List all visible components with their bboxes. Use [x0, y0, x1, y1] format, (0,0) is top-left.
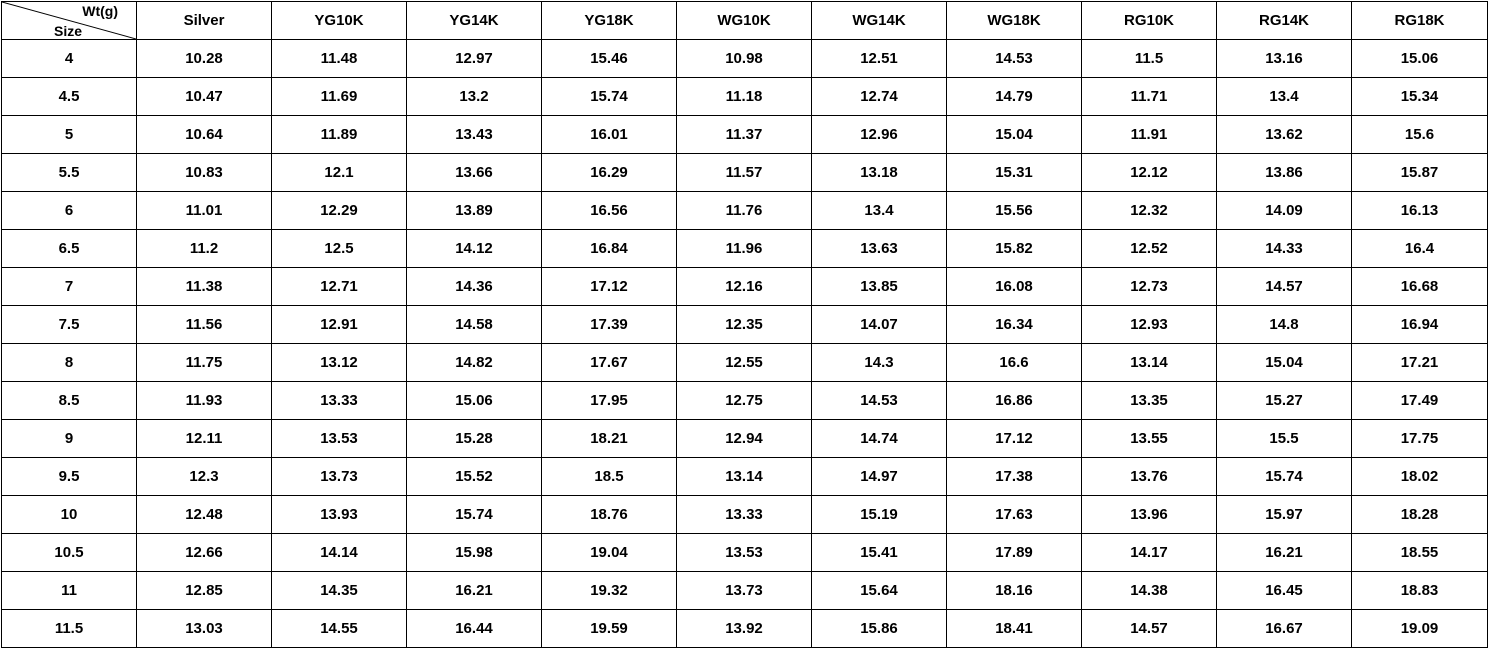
- header-row: [2, 2, 1488, 40]
- weight-cell: 13.16: [1217, 40, 1352, 78]
- weight-cell: 16.94: [1352, 306, 1488, 344]
- table-row: [2, 382, 1488, 420]
- weight-cell: 13.53: [272, 420, 407, 458]
- table-row: [2, 306, 1488, 344]
- weight-cell: 13.18: [812, 154, 947, 192]
- weight-cell: 13.4: [1217, 78, 1352, 116]
- size-cell: 4: [2, 40, 137, 78]
- weight-cell: 11.91: [1082, 116, 1217, 154]
- weight-cell: 18.83: [1352, 572, 1488, 610]
- weight-cell: 15.6: [1352, 116, 1488, 154]
- table-row: [2, 268, 1488, 306]
- size-cell: 8.5: [2, 382, 137, 420]
- table-row: [2, 192, 1488, 230]
- weight-cell: 12.73: [1082, 268, 1217, 306]
- column-header-wg10k: WG10K: [677, 2, 812, 40]
- weight-cell: 17.75: [1352, 420, 1488, 458]
- weight-cell: 15.98: [407, 534, 542, 572]
- weight-cell: 13.76: [1082, 458, 1217, 496]
- weight-cell: 12.51: [812, 40, 947, 78]
- weight-cell: 18.21: [542, 420, 677, 458]
- weight-cell: 17.12: [947, 420, 1082, 458]
- weight-cell: 17.12: [542, 268, 677, 306]
- weight-cell: 14.07: [812, 306, 947, 344]
- weight-cell: 12.5: [272, 230, 407, 268]
- weight-cell: 15.34: [1352, 78, 1488, 116]
- weight-cell: 15.31: [947, 154, 1082, 192]
- weight-cell: 13.4: [812, 192, 947, 230]
- weight-cell: 17.63: [947, 496, 1082, 534]
- weight-cell: 19.59: [542, 610, 677, 648]
- weight-cell: 11.38: [137, 268, 272, 306]
- weight-cell: 14.36: [407, 268, 542, 306]
- weight-cell: 13.63: [812, 230, 947, 268]
- column-header-rg10k: RG10K: [1082, 2, 1217, 40]
- weight-cell: 16.4: [1352, 230, 1488, 268]
- weight-cell: 16.6: [947, 344, 1082, 382]
- weight-cell: 18.02: [1352, 458, 1488, 496]
- weight-cell: 11.57: [677, 154, 812, 192]
- weight-cell: 13.89: [407, 192, 542, 230]
- table-row: [2, 40, 1488, 78]
- weight-cell: 15.06: [1352, 40, 1488, 78]
- table-row: [2, 496, 1488, 534]
- weight-cell: 12.71: [272, 268, 407, 306]
- column-header-wg18k: WG18K: [947, 2, 1082, 40]
- size-cell: 10: [2, 496, 137, 534]
- weight-cell: 13.73: [272, 458, 407, 496]
- weight-cell: 11.01: [137, 192, 272, 230]
- weight-cell: 17.39: [542, 306, 677, 344]
- weight-cell: 14.57: [1217, 268, 1352, 306]
- weight-cell: 17.67: [542, 344, 677, 382]
- size-cell: 6.5: [2, 230, 137, 268]
- weight-cell: 12.11: [137, 420, 272, 458]
- weight-cell: 15.28: [407, 420, 542, 458]
- ring-weight-table: [1, 1, 1488, 648]
- weight-cell: 18.76: [542, 496, 677, 534]
- weight-cell: 14.55: [272, 610, 407, 648]
- table-row: [2, 458, 1488, 496]
- table-body: [2, 40, 1488, 648]
- weight-cell: 13.92: [677, 610, 812, 648]
- weight-cell: 12.32: [1082, 192, 1217, 230]
- weight-cell: 18.41: [947, 610, 1082, 648]
- weight-cell: 12.29: [272, 192, 407, 230]
- weight-cell: 12.97: [407, 40, 542, 78]
- corner-header-cell: [2, 2, 137, 40]
- weight-cell: 12.75: [677, 382, 812, 420]
- column-header-yg14k: YG14K: [407, 2, 542, 40]
- weight-cell: 14.79: [947, 78, 1082, 116]
- weight-cell: 12.74: [812, 78, 947, 116]
- weight-cell: 16.01: [542, 116, 677, 154]
- weight-cell: 14.8: [1217, 306, 1352, 344]
- weight-cell: 14.35: [272, 572, 407, 610]
- weight-cell: 10.64: [137, 116, 272, 154]
- weight-cell: 16.34: [947, 306, 1082, 344]
- weight-cell: 16.67: [1217, 610, 1352, 648]
- weight-cell: 13.86: [1217, 154, 1352, 192]
- weight-cell: 16.29: [542, 154, 677, 192]
- size-cell: 8: [2, 344, 137, 382]
- weight-cell: 13.33: [272, 382, 407, 420]
- table-row: [2, 230, 1488, 268]
- weight-cell: 12.55: [677, 344, 812, 382]
- weight-cell: 12.91: [272, 306, 407, 344]
- weight-cell: 18.5: [542, 458, 677, 496]
- weight-cell: 14.53: [812, 382, 947, 420]
- weight-cell: 13.14: [1082, 344, 1217, 382]
- weight-cell: 15.52: [407, 458, 542, 496]
- weight-cell: 13.53: [677, 534, 812, 572]
- weight-cell: 14.14: [272, 534, 407, 572]
- weight-cell: 16.21: [1217, 534, 1352, 572]
- weight-cell: 16.44: [407, 610, 542, 648]
- weight-cell: 16.56: [542, 192, 677, 230]
- weight-cell: 14.82: [407, 344, 542, 382]
- table-row: [2, 534, 1488, 572]
- weight-cell: 13.12: [272, 344, 407, 382]
- weight-cell: 16.68: [1352, 268, 1488, 306]
- weight-cell: 14.38: [1082, 572, 1217, 610]
- weight-cell: 12.85: [137, 572, 272, 610]
- weight-cell: 15.27: [1217, 382, 1352, 420]
- weight-cell: 13.66: [407, 154, 542, 192]
- weight-cell: 13.73: [677, 572, 812, 610]
- weight-cell: 12.96: [812, 116, 947, 154]
- weight-cell: 12.48: [137, 496, 272, 534]
- weight-cell: 12.3: [137, 458, 272, 496]
- size-cell: 4.5: [2, 78, 137, 116]
- weight-axis-label: Wt(g): [82, 3, 118, 19]
- weight-cell: 12.94: [677, 420, 812, 458]
- weight-cell: 13.93: [272, 496, 407, 534]
- weight-cell: 12.12: [1082, 154, 1217, 192]
- weight-cell: 11.56: [137, 306, 272, 344]
- weight-cell: 18.16: [947, 572, 1082, 610]
- weight-cell: 15.04: [1217, 344, 1352, 382]
- weight-cell: 13.14: [677, 458, 812, 496]
- weight-cell: 14.17: [1082, 534, 1217, 572]
- weight-cell: 17.49: [1352, 382, 1488, 420]
- size-cell: 7.5: [2, 306, 137, 344]
- column-header-yg10k: YG10K: [272, 2, 407, 40]
- weight-cell: 12.52: [1082, 230, 1217, 268]
- weight-cell: 19.09: [1352, 610, 1488, 648]
- weight-cell: 15.46: [542, 40, 677, 78]
- weight-cell: 16.86: [947, 382, 1082, 420]
- weight-cell: 18.55: [1352, 534, 1488, 572]
- weight-cell: 12.1: [272, 154, 407, 192]
- table-row: [2, 78, 1488, 116]
- weight-cell: 10.83: [137, 154, 272, 192]
- weight-cell: 12.16: [677, 268, 812, 306]
- weight-cell: 15.86: [812, 610, 947, 648]
- weight-cell: 14.58: [407, 306, 542, 344]
- weight-cell: 11.71: [1082, 78, 1217, 116]
- weight-cell: 11.37: [677, 116, 812, 154]
- size-cell: 6: [2, 192, 137, 230]
- table-row: [2, 610, 1488, 648]
- weight-cell: 13.55: [1082, 420, 1217, 458]
- weight-cell: 10.47: [137, 78, 272, 116]
- column-header-rg14k: RG14K: [1217, 2, 1352, 40]
- weight-cell: 15.41: [812, 534, 947, 572]
- weight-cell: 11.75: [137, 344, 272, 382]
- weight-cell: 13.03: [137, 610, 272, 648]
- weight-cell: 13.96: [1082, 496, 1217, 534]
- weight-cell: 15.06: [407, 382, 542, 420]
- weight-cell: 14.3: [812, 344, 947, 382]
- size-cell: 5.5: [2, 154, 137, 192]
- weight-cell: 11.89: [272, 116, 407, 154]
- weight-cell: 15.64: [812, 572, 947, 610]
- weight-cell: 18.28: [1352, 496, 1488, 534]
- weight-cell: 16.21: [407, 572, 542, 610]
- weight-cell: 12.66: [137, 534, 272, 572]
- size-cell: 7: [2, 268, 137, 306]
- weight-cell: 11.69: [272, 78, 407, 116]
- column-header-rg18k: RG18K: [1352, 2, 1488, 40]
- weight-cell: 11.76: [677, 192, 812, 230]
- weight-cell: 11.93: [137, 382, 272, 420]
- weight-cell: 14.74: [812, 420, 947, 458]
- weight-cell: 13.85: [812, 268, 947, 306]
- weight-cell: 15.87: [1352, 154, 1488, 192]
- size-cell: 11.5: [2, 610, 137, 648]
- size-cell: 9: [2, 420, 137, 458]
- weight-cell: 14.33: [1217, 230, 1352, 268]
- weight-cell: 14.53: [947, 40, 1082, 78]
- table-row: [2, 572, 1488, 610]
- weight-cell: 10.28: [137, 40, 272, 78]
- weight-cell: 16.45: [1217, 572, 1352, 610]
- weight-cell: 15.74: [542, 78, 677, 116]
- weight-cell: 19.32: [542, 572, 677, 610]
- size-cell: 5: [2, 116, 137, 154]
- table-row: [2, 116, 1488, 154]
- column-header-yg18k: YG18K: [542, 2, 677, 40]
- weight-cell: 11.48: [272, 40, 407, 78]
- weight-cell: 11.5: [1082, 40, 1217, 78]
- weight-cell: 15.5: [1217, 420, 1352, 458]
- weight-cell: 19.04: [542, 534, 677, 572]
- weight-cell: 13.35: [1082, 382, 1217, 420]
- weight-cell: 15.04: [947, 116, 1082, 154]
- size-cell: 10.5: [2, 534, 137, 572]
- table-row: [2, 344, 1488, 382]
- size-cell: 11: [2, 572, 137, 610]
- weight-cell: 14.97: [812, 458, 947, 496]
- weight-cell: 13.33: [677, 496, 812, 534]
- weight-cell: 11.96: [677, 230, 812, 268]
- table-row: [2, 154, 1488, 192]
- size-cell: 9.5: [2, 458, 137, 496]
- weight-cell: 10.98: [677, 40, 812, 78]
- weight-cell: 15.74: [407, 496, 542, 534]
- weight-cell: 14.09: [1217, 192, 1352, 230]
- weight-cell: 12.35: [677, 306, 812, 344]
- weight-cell: 14.12: [407, 230, 542, 268]
- weight-cell: 17.95: [542, 382, 677, 420]
- table-row: [2, 420, 1488, 458]
- weight-cell: 11.2: [137, 230, 272, 268]
- weight-cell: 15.97: [1217, 496, 1352, 534]
- weight-cell: 17.21: [1352, 344, 1488, 382]
- weight-cell: 17.89: [947, 534, 1082, 572]
- weight-cell: 15.82: [947, 230, 1082, 268]
- weight-cell: 16.08: [947, 268, 1082, 306]
- weight-cell: 15.56: [947, 192, 1082, 230]
- weight-cell: 11.18: [677, 78, 812, 116]
- weight-cell: 14.57: [1082, 610, 1217, 648]
- weight-cell: 16.13: [1352, 192, 1488, 230]
- weight-cell: 15.19: [812, 496, 947, 534]
- weight-cell: 17.38: [947, 458, 1082, 496]
- column-header-wg14k: WG14K: [812, 2, 947, 40]
- weight-cell: 12.93: [1082, 306, 1217, 344]
- weight-cell: 15.74: [1217, 458, 1352, 496]
- weight-cell: 13.43: [407, 116, 542, 154]
- weight-cell: 16.84: [542, 230, 677, 268]
- weight-cell: 13.62: [1217, 116, 1352, 154]
- size-axis-label: Size: [54, 23, 83, 39]
- weight-cell: 13.2: [407, 78, 542, 116]
- column-header-silver: Silver: [137, 2, 272, 40]
